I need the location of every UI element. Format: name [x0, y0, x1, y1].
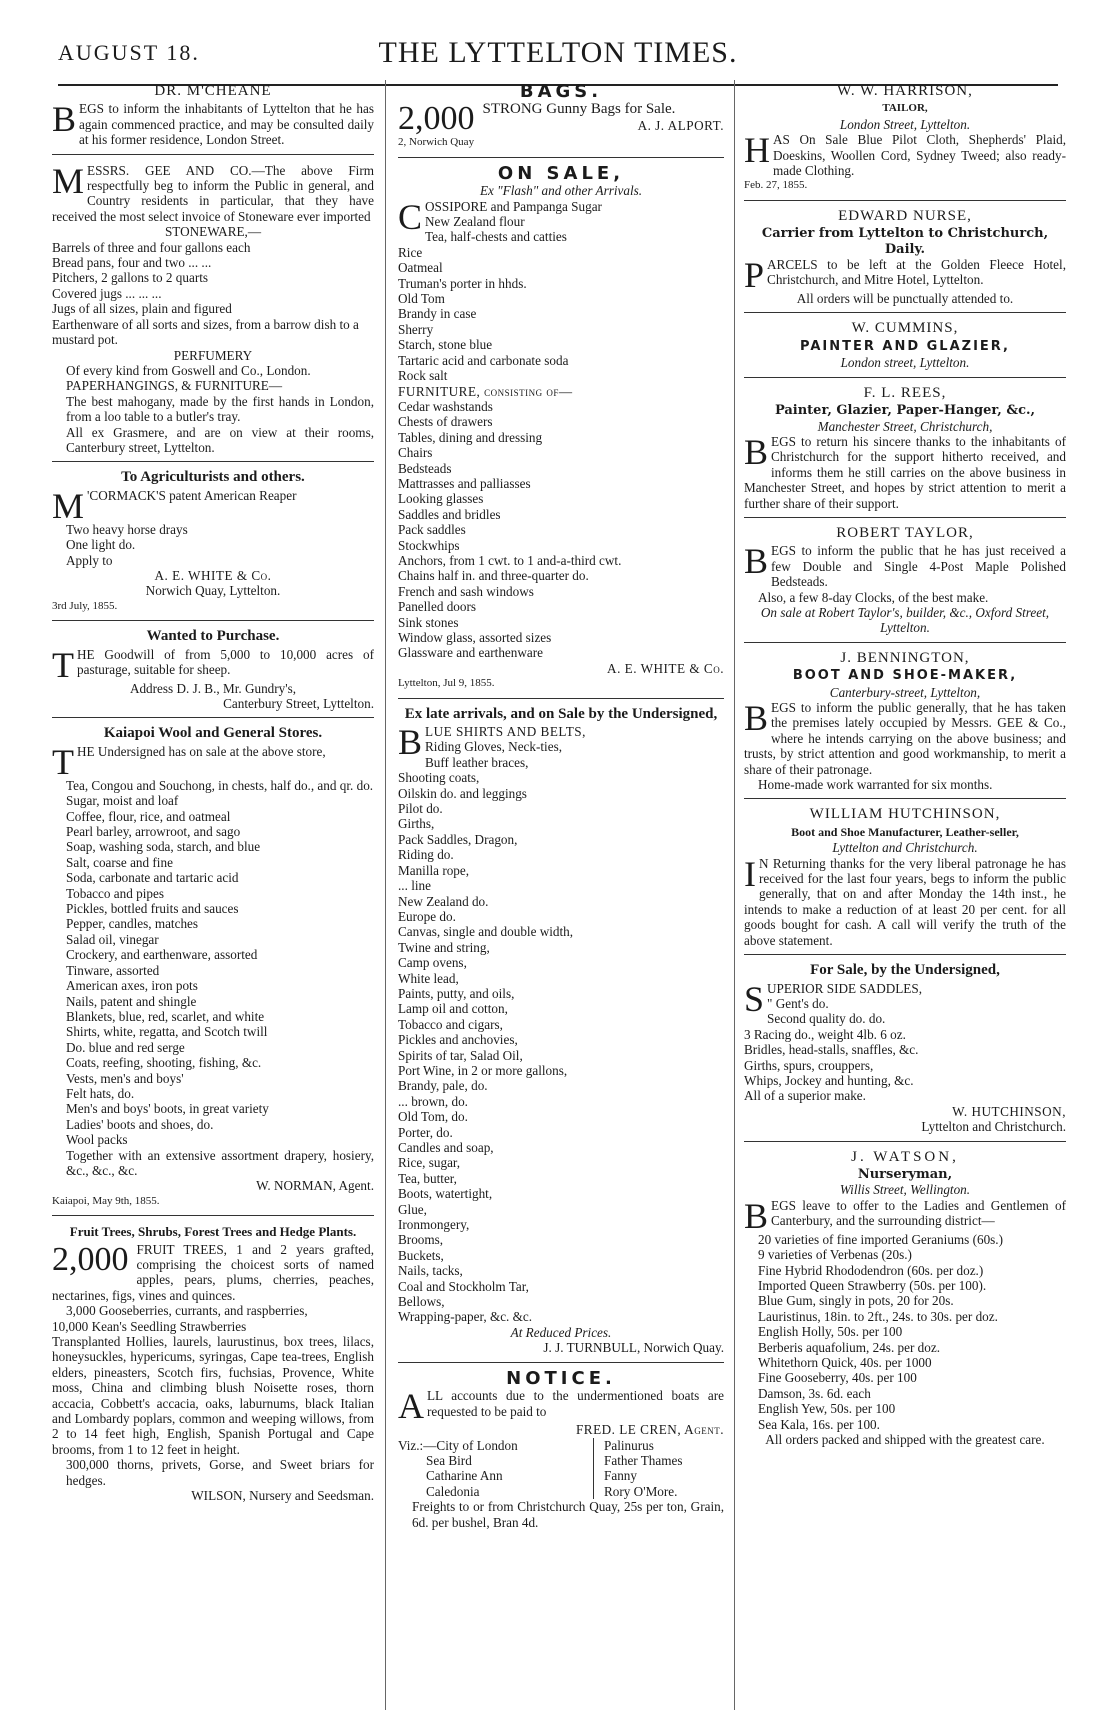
ad-subheading: Boot and Shoe Manufacturer, Leather-seller,: [791, 824, 1019, 839]
list-item: Looking glasses: [398, 491, 484, 507]
list-item: Riding do.: [398, 847, 454, 863]
ad-heading: J. WATSON,: [851, 1148, 959, 1165]
ad-heading: Kaiapoi Wool and General Stores.: [103, 725, 323, 742]
boats-list: [398, 1438, 724, 1500]
ad-body: EGS to inform the public generally, that he has taken the premises lately occupied by Messrs. GEE & Co., where he intends carrying on the above business; and trusts, by strict attention and good workmanship, to merit a share of their patronage.: [744, 700, 1066, 777]
ad-body: AS On Sale Blue Pilot Cloth, Shepherds' Plaid, Doeskins, Woollen Cord, Sydney Tweed; also ready-made Clothing.: [773, 132, 1066, 179]
ad-subheading: Ex "Flash" and other Arrivals.: [479, 183, 643, 199]
ad-date: 3rd July, 1855.: [52, 599, 118, 612]
ad-body: EGS leave to offer to the Ladies and Gentlemen of Canterbury, and the surrounding district—: [771, 1197, 1066, 1229]
list-item: Bedsteads: [398, 460, 452, 476]
signature: A. E. WHITE & Co.: [607, 660, 724, 676]
list-item: Earthenware of all sorts and sizes, from a barrow dish to a mustard pot.: [52, 316, 359, 348]
list-item: Manilla rope,: [398, 862, 470, 878]
ad-heading: NOTICE.: [506, 1367, 616, 1389]
drop-cap: M: [52, 160, 85, 201]
list-item: Brandy, pale, do.: [398, 1078, 488, 1094]
ad-wanted: [52, 629, 374, 711]
signature: W. HUTCHINSON,: [952, 1103, 1066, 1119]
list-item: Pitchers, 2 gallons to 2 quarts: [52, 270, 209, 286]
subheading: STONEWARE,—: [164, 224, 262, 240]
ad-divider: [398, 698, 724, 699]
list-item: English Holly, 50s. per 100: [758, 1324, 903, 1340]
list-item: French and sash windows: [398, 583, 534, 599]
subheading: PERFUMERY: [173, 347, 253, 363]
ad-subheading: PAINTER AND GLAZIER,: [799, 338, 1010, 354]
ad-hutchinson: [744, 807, 1066, 948]
list-item: New Zealand do.: [398, 893, 489, 909]
list-item: Ladies' boots and shoes, do.: [66, 1116, 214, 1132]
ad-divider: [52, 154, 374, 155]
ad-divider: [52, 461, 374, 462]
list-item: Porter, do.: [398, 1124, 453, 1140]
list-item: Damson, 3s. 6d. each: [758, 1385, 871, 1401]
drop-cap: S: [744, 978, 765, 1019]
list-item: Bridles, head-stalls, snaffles, &c.: [744, 1042, 919, 1058]
ad-watson: [744, 1150, 1066, 1448]
ad-subheading: Carrier from Lyttelton to Christchurch, Daily.: [761, 226, 1049, 257]
list-item: New Zealand flour: [425, 214, 525, 230]
ad-subheading: Nurseryman,: [857, 1166, 953, 1182]
list-item: Fanny: [604, 1468, 637, 1484]
ad-subheading: Painter, Glazier, Paper-Hanger, &c.,: [774, 403, 1036, 419]
signature: W. NORMAN, Agent.: [256, 1178, 374, 1194]
list-item: Old Tom: [398, 291, 445, 307]
list-item: Pepper, candles, matches: [66, 916, 199, 932]
list-item: Canvas, single and double width,: [398, 924, 574, 940]
list-item: Sink stones: [398, 614, 459, 630]
list-item: Barrels of three and four gallons each: [52, 239, 251, 255]
ad-heading: Wanted to Purchase.: [146, 628, 280, 645]
list-item: Girths, spurs, crouppers,: [744, 1057, 874, 1073]
list-item: Stockwhips: [398, 537, 460, 553]
list-item: Sea Bird: [426, 1452, 472, 1468]
list-item: Whitethorn Quick, 40s. per 1000: [758, 1355, 932, 1371]
drop-cap: I: [744, 853, 756, 894]
list-item: Cedar washstands: [398, 398, 493, 414]
list-item: Tea, butter,: [398, 1170, 457, 1186]
ad-text: Also, a few 8-day Clocks, of the best make.: [758, 589, 989, 605]
list-item: Shirts, white, regatta, and Scotch twill: [66, 1024, 268, 1040]
ad-address: London street, Lyttelton.: [840, 355, 970, 371]
list-item: 9 varieties of Verbenas (20s.): [758, 1247, 912, 1263]
ad-on-sale: [398, 162, 724, 692]
ad-text: Of every kind from Goswell and Co., London.: [66, 362, 311, 378]
list-item: Tobacco and pipes: [66, 885, 164, 901]
list-item: Wrapping-paper, &c. &c.: [398, 1309, 533, 1325]
list-item: Palinurus: [604, 1437, 654, 1453]
ad-late-arrivals: [398, 707, 724, 1356]
ad-body: EGS to return his sincere thanks to the inhabitants of Christchurch for the support hitherto received, and informs them he still carries on the above business in Manchester Street, and hopes by strict attention to merit a further share of their support.: [744, 433, 1066, 511]
list-item: Glue,: [398, 1201, 427, 1217]
list-item: Oatmeal: [398, 260, 443, 276]
drop-cap: A: [398, 1386, 424, 1427]
list-item: Window glass, assorted sizes: [398, 630, 552, 645]
list-item: " Gent's do.: [767, 995, 829, 1011]
item-list: [398, 739, 724, 1324]
list-item: Father Thames: [604, 1452, 683, 1468]
list-item: Coal and Stockholm Tar,: [398, 1278, 529, 1294]
ad-heading: W. CUMMINS,: [851, 320, 959, 337]
item-list: [744, 1232, 1066, 1432]
ad-body: OSSIPORE and Pampanga Sugar: [425, 198, 602, 214]
list-item: American axes, iron pots: [66, 978, 198, 994]
ad-mcheane: [52, 84, 374, 148]
list-item: Pickles and anchovies,: [398, 1032, 518, 1048]
list-item: One light do.: [66, 537, 136, 553]
ad-heading: Fruit Trees, Shrubs, Forest Trees and Hedge Plants.: [69, 1224, 357, 1240]
ad-text: Transplanted Hollies, laurels, laurustinus, box trees, lilacs, honeysuckles, hypericums, syringas, Cape tea-trees, English elders, pineasters, Scotch firs, fuchsias, Provence, White moss, China and climbing blush Noisette roses, thorn accacia, Cobbett's accacia, oaks, laburnums, black Italian and Lombardy poplars, common and weeping willows, from 2 to 14 feet high, English, Spanish Portugal and Cape brooms, from 1 to 12 feet in height.: [52, 1334, 374, 1457]
ad-body: ESSRS. GEE AND CO.—The above Firm respectfully beg to inform the Public in general, and Country residents in particular, that they have received the most select invoice of Stoneware ever imported: [52, 162, 374, 224]
list-item: Chests of drawers: [398, 414, 493, 430]
list-item: White lead,: [398, 970, 459, 986]
drop-cap: T: [52, 644, 74, 685]
item-list: [398, 399, 724, 661]
signature-address: Lyttelton and Christchurch.: [921, 1119, 1066, 1135]
list-item: Ironmongery,: [398, 1217, 470, 1233]
drop-cap: T: [52, 741, 74, 782]
ad-divider: [744, 1141, 1066, 1142]
ad-body: LUE SHIRTS AND BELTS,: [425, 724, 586, 740]
ad-gee: [52, 160, 374, 456]
ad-address: Lyttelton and Christchurch.: [832, 840, 978, 856]
item-list: [52, 778, 374, 1148]
list-item: Men's and boys' boots, in great variety: [66, 1101, 269, 1117]
big-number: 2,000: [52, 1240, 129, 1278]
item-list: [744, 996, 1066, 1104]
column-2: [398, 82, 724, 1707]
drop-cap: B: [744, 541, 769, 582]
column-1: [52, 82, 374, 1707]
ad-date: Lyttelton, Jul 9, 1855.: [398, 677, 495, 690]
ad-body: ARCELS to be left at the Golden Fleece Hotel, Christchurch, and Mitre Hotel, Lyttelton.: [767, 257, 1066, 288]
ad-text: All ex Grasmere, and are on view at their rooms, Canterbury street, Lyttelton.: [66, 424, 374, 455]
list-item: Covered jugs ... ... ...: [52, 285, 162, 301]
ad-bags: [398, 84, 724, 151]
list-item: Fine Gooseberry, 40s. per 100: [758, 1370, 917, 1386]
list-item: Sugar, moist and loaf: [66, 793, 179, 809]
drop-cap: B: [398, 722, 423, 763]
list-item: Oilskin do. and leggings: [398, 785, 527, 801]
list-item: Felt hats, do.: [66, 1085, 135, 1101]
drop-cap: M: [52, 485, 85, 526]
list-item: Europe do.: [398, 908, 456, 924]
item-list: [52, 522, 374, 568]
ad-heading: ROBERT TAYLOR,: [836, 524, 974, 541]
boats-left: [398, 1438, 593, 1500]
list-item: Buff leather braces,: [425, 754, 529, 770]
ad-date: Feb. 27, 1855.: [744, 179, 808, 192]
list-item: Buckets,: [398, 1247, 444, 1263]
list-item: Whips, Jockey and hunting, &c.: [744, 1072, 914, 1088]
list-item: Twine and string,: [398, 939, 490, 955]
item-list: [398, 214, 724, 383]
ad-text: The best mahogany, made by the first hands in London, from a loo table to a butler's tray.: [66, 393, 374, 425]
list-item: ... line: [398, 878, 431, 894]
list-item: Glassware and earthenware: [398, 645, 543, 661]
ad-body: UPERIOR SIDE SADDLES,: [767, 980, 922, 996]
list-item: 3 Racing do., weight 4lb. 6 oz.: [744, 1026, 906, 1042]
column-divider: [385, 80, 386, 1710]
list-item: Catharine Ann: [426, 1468, 503, 1484]
ad-divider: [744, 642, 1066, 643]
ad-address: Manchester Street, Christchurch,: [817, 418, 993, 434]
list-item: Tobacco and cigars,: [398, 1016, 503, 1032]
drop-cap: B: [744, 431, 769, 472]
ad-body: N Returning thanks for the very liberal patronage he has received for the last four years, begs to inform the public generally, that on and after Monday the 14th inst., he intends to make a reduction of at least 20 per cent. for all goods bought for cash. A call will verify the truth of the above statement.: [744, 855, 1066, 948]
ad-saddles: [744, 963, 1066, 1134]
drop-cap: H: [744, 130, 770, 171]
list-item: Fine Hybrid Rhododendron (60s. per doz.): [758, 1262, 984, 1278]
list-item: Jugs of all sizes, plain and figured: [52, 301, 232, 317]
list-item: Coffee, flour, rice, and oatmeal: [66, 808, 231, 824]
signature: A. E. WHITE & Co.: [154, 567, 272, 583]
list-item: Coats, reefing, shooting, fishing, &c.: [66, 1055, 262, 1071]
list-item: Blue Gum, singly in pots, 20 for 20s.: [758, 1293, 954, 1309]
ad-address: Canterbury Street, Lyttelton.: [223, 696, 374, 711]
ad-heading: To Agriculturists and others.: [121, 469, 305, 486]
item-list: [398, 1453, 593, 1499]
list-item: Blankets, blue, red, scarlet, and white: [66, 1008, 265, 1024]
list-item: Tartaric acid and carbonate soda: [398, 352, 569, 368]
list-item: Soap, washing soda, starch, and blue: [66, 839, 261, 855]
list-item: Chairs: [398, 445, 433, 461]
ad-heading: For Sale, by the Undersigned,: [810, 962, 1000, 979]
ad-fruit-trees: [52, 1224, 374, 1503]
list-item: Pickles, bottled fruits and sauces: [66, 901, 239, 917]
ad-rees: [744, 386, 1066, 511]
list-item: Old Tom, do.: [398, 1109, 468, 1125]
ad-divider: [744, 200, 1066, 201]
list-item: Brooms,: [398, 1232, 444, 1248]
ad-heading: WILLIAM HUTCHINSON,: [809, 806, 1001, 823]
list-item: Girths,: [398, 816, 435, 832]
list-item: Brandy in case: [398, 306, 477, 322]
ad-note: All orders will be punctually attended to.: [796, 291, 1014, 307]
list-item: Lauristinus, 18in. to 2ft., 24s. to 30s. per doz.: [758, 1308, 998, 1324]
ad-address: Canterbury-street, Lyttelton,: [829, 684, 981, 700]
big-number: 2,000: [398, 100, 475, 138]
list-item: Vests, men's and boys': [66, 1070, 184, 1086]
item-list: [604, 1438, 724, 1500]
issue-date: AUGUST 18.: [58, 40, 200, 65]
ad-text: 300,000 thorns, privets, Gorse, and Sweet briars for hedges.: [66, 1457, 374, 1488]
list-item: Do. blue and red serge: [66, 1039, 185, 1055]
ad-cummins: [744, 321, 1066, 370]
ad-heading: BAGS.: [519, 82, 603, 102]
ad-body: FRUIT TREES, 1 and 2 years grafted, comprising the choicest sorts of named apples, pears, plums, cherries, peaches, nectarines, figs, vines and quinces.: [52, 1241, 374, 1303]
ad-body: LL accounts due to the undermentioned boats are requested to be paid to: [427, 1388, 724, 1419]
list-item: Second quality do. do.: [767, 1011, 886, 1027]
list-item: Lamp oil and cotton,: [398, 1001, 508, 1017]
signature: J. J. TURNBULL, Norwich Quay.: [543, 1340, 724, 1356]
ad-address: 2, Norwich Quay: [398, 136, 475, 149]
list-item: Anchors, from 1 cwt. to 1 and-a-third cwt.: [398, 552, 622, 568]
list-item: Nails, tacks,: [398, 1263, 463, 1279]
ad-harrison: [744, 84, 1066, 194]
list-item: Pack saddles: [398, 522, 466, 538]
list-item: Sea Kala, 16s. per 100.: [758, 1416, 880, 1432]
list-item: Crockery, and earthenware, assorted: [66, 947, 258, 963]
list-item: Chains half in. and three-quarter do.: [398, 568, 589, 584]
item-list: [52, 240, 374, 348]
ad-address: London Street, Lyttelton.: [839, 116, 971, 132]
ad-heading: EDWARD NURSE,: [838, 207, 972, 224]
list-item: Apply to: [66, 552, 113, 568]
list-item: Rice, sugar,: [398, 1155, 461, 1171]
ad-address: Address D. J. B., Mr. Gundry's,: [129, 680, 297, 696]
list-item: Saddles and bridles: [398, 506, 501, 522]
list-item: Tea, Congou and Souchong, in chests, half do., and qr. do.: [66, 777, 374, 793]
list-item: Tinware, assorted: [66, 962, 160, 978]
ad-heading: DR. M'CHEANE: [154, 83, 272, 99]
list-item: Tables, dining and dressing: [398, 429, 543, 445]
list-item: Starch, stone blue: [398, 337, 493, 353]
list-item: Boots, watertight,: [398, 1186, 493, 1202]
ad-note: Home-made work warranted for six months.: [758, 777, 993, 793]
ad-note: At Reduced Prices.: [510, 1324, 612, 1340]
drop-cap: P: [744, 255, 765, 296]
list-item: Pilot do.: [398, 801, 443, 817]
column-divider: [734, 80, 735, 1710]
ad-divider: [744, 954, 1066, 955]
ad-body: HE Goodwill of from 5,000 to 10,000 acres of pasturage, suitable for sheep.: [77, 646, 374, 677]
signature: A. J. ALPORT.: [637, 117, 724, 133]
newspaper-title: THE LYTTELTON TIMES.: [378, 36, 738, 69]
list-item: Pearl barley, arrowroot, and sago: [66, 824, 241, 840]
ad-divider: [398, 157, 724, 158]
ad-bennington: [744, 651, 1066, 793]
ad-divider: [398, 1362, 724, 1363]
ad-agriculturists: [52, 470, 374, 614]
list-item: Imported Queen Strawberry (50s. per 100).: [758, 1278, 987, 1293]
ad-text: On sale at Robert Taylor's, builder, &c., Oxford Street, Lyttelton.: [760, 604, 1050, 636]
ad-text: 3,000 Gooseberries, currants, and raspberries,: [66, 1303, 308, 1319]
list-item: All of a superior make.: [744, 1088, 866, 1104]
ad-body: HE Undersigned has on sale at the above store,: [77, 743, 326, 759]
list-item: Nails, patent and shingle: [66, 993, 197, 1009]
ad-heading: W. W. HARRISON,: [837, 83, 973, 99]
list-item: Salt, coarse and fine: [66, 854, 173, 870]
list-item: Pack Saddles, Dragon,: [398, 831, 518, 847]
ad-date: Kaiapoi, May 9th, 1855.: [52, 1194, 160, 1207]
list-item: Two heavy horse drays: [66, 521, 188, 537]
ad-subheading: TAILOR,: [882, 102, 928, 115]
list-item: Rory O'More.: [604, 1483, 678, 1499]
column-3: [744, 82, 1066, 1707]
signature: WILSON, Nursery and Seedsman.: [191, 1488, 374, 1504]
list-item: Port Wine, in 2 or more gallons,: [398, 1062, 568, 1078]
ad-divider: [744, 312, 1066, 313]
list-item: Panelled doors: [398, 599, 477, 615]
ad-heading: Ex late arrivals, and on Sale by the Undersigned,: [404, 705, 718, 722]
ad-heading: ON SALE,: [497, 162, 625, 184]
ad-body: EGS to inform the public that he has just received a few Double and Single 4-Post Maple Polished Bedsteads.: [771, 543, 1066, 590]
ad-body: STRONG Gunny Bags for Sale.: [482, 101, 676, 118]
boat-item: Viz.:—City of London: [398, 1437, 518, 1453]
ad-divider: [744, 517, 1066, 518]
ad-text: Freights to or from Christchurch Quay, 25s per ton, Grain, 6d. per bushel, Bran 4d.: [412, 1499, 724, 1530]
ad-notice: [398, 1367, 724, 1530]
ad-body: EGS to inform the inhabitants of Lyttelton that he has again commenced practice, and may be consulted daily at his former residence, London Street.: [79, 101, 374, 148]
drop-cap: B: [52, 99, 77, 140]
list-item: Camp ovens,: [398, 955, 467, 971]
list-item: Soda, carbonate and tartaric acid: [66, 870, 239, 886]
list-item: Spirits of tar, Salad Oil,: [398, 1047, 523, 1063]
list-item: Riding Gloves, Neck-ties,: [425, 739, 562, 755]
ad-divider: [52, 620, 374, 621]
list-item: Candles and soap,: [398, 1140, 494, 1155]
subheading: FURNITURE, consisting of—: [398, 383, 573, 399]
boats-right: [593, 1438, 724, 1500]
list-item: Rock salt: [398, 368, 448, 384]
ad-divider: [744, 798, 1066, 799]
drop-cap: C: [398, 196, 423, 237]
ad-text: 10,000 Kean's Seedling Strawberries: [52, 1318, 247, 1334]
signature: FRED. LE CREN, Agent.: [575, 1422, 724, 1438]
list-item: Tea, half-chests and catties: [425, 229, 567, 245]
ad-nurse: [744, 209, 1066, 307]
ad-address: Willis Street, Wellington.: [839, 1182, 971, 1198]
signature-address: Norwich Quay, Lyttelton.: [145, 583, 281, 599]
ad-kaiapoi: [52, 726, 374, 1209]
ad-text: Together with an extensive assortment drapery, hosiery, &c., &c., &c.: [66, 1147, 374, 1178]
page-header: [58, 28, 1058, 72]
list-item: Paints, putty, and oils,: [398, 985, 515, 1001]
ad-heading: J. BENNINGTON,: [840, 649, 970, 666]
ad-divider: [52, 1215, 374, 1216]
list-item: Wool packs: [66, 1132, 128, 1148]
list-item: Bellows,: [398, 1294, 445, 1310]
list-item: Rice: [398, 244, 423, 260]
ad-heading: F. L. REES,: [863, 384, 947, 401]
ad-divider: [52, 717, 374, 718]
list-item: 20 varieties of fine imported Geraniums (60s.): [758, 1231, 1003, 1247]
list-item: Berberis aquafolium, 24s. per doz.: [758, 1339, 941, 1355]
list-item: Truman's porter in hhds.: [398, 275, 527, 291]
list-item: English Yew, 50s. per 100: [758, 1401, 896, 1417]
list-item: Caledonia: [426, 1483, 480, 1499]
drop-cap: B: [744, 1195, 769, 1236]
ad-note: All orders packed and shipped with the greatest care.: [765, 1432, 1045, 1448]
ad-subheading: BOOT AND SHOE-MAKER,: [792, 668, 1018, 684]
list-item: Shooting coats,: [398, 770, 480, 786]
list-item: Mattrasses and palliasses: [398, 475, 531, 491]
list-item: Salad oil, vinegar: [66, 931, 159, 947]
ad-taylor: [744, 526, 1066, 636]
ad-divider: [744, 377, 1066, 378]
drop-cap: B: [744, 698, 769, 738]
subheading: PAPERHANGINGS, & FURNITURE—: [66, 378, 283, 394]
ad-body: 'CORMACK'S patent American Reaper: [87, 487, 297, 503]
list-item: Sherry: [398, 321, 434, 337]
list-item: ... brown, do.: [398, 1093, 468, 1109]
list-item: Bread pans, four and two ... ...: [52, 255, 212, 271]
